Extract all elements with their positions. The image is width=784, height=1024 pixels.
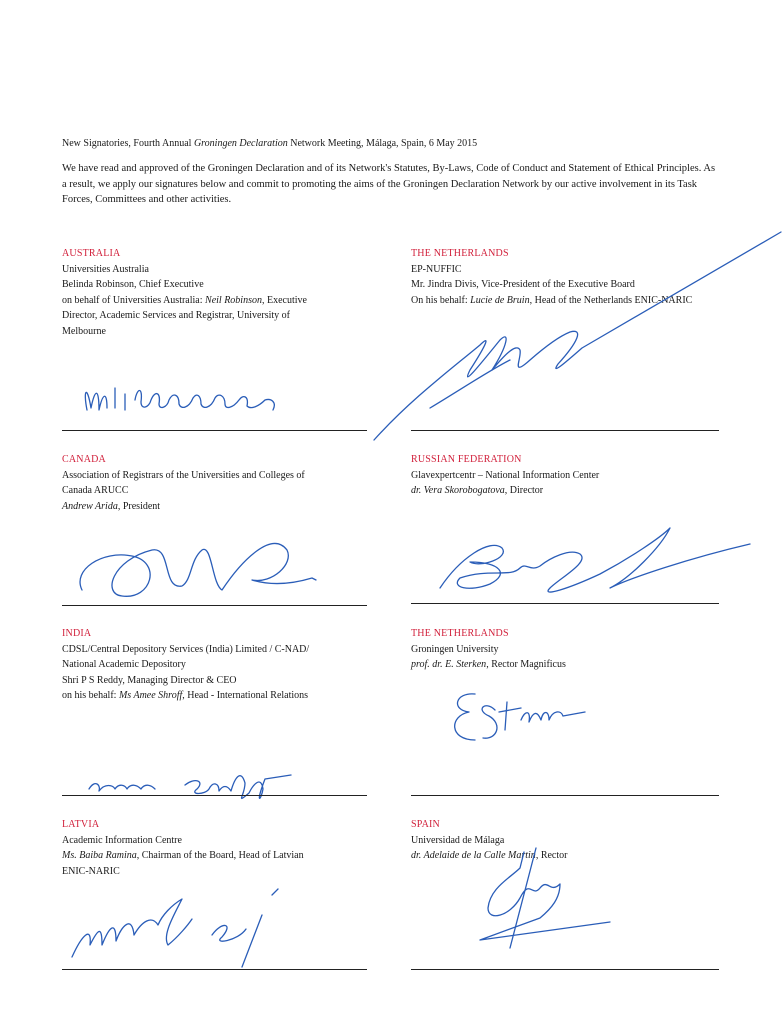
signer-title: , Director (504, 485, 544, 497)
organization: Groningen University (411, 643, 499, 655)
signature-line (411, 603, 719, 604)
organization: EP-NUFFIC (411, 263, 462, 275)
organization: Academic Information Centre (62, 834, 182, 846)
country-label: THE NETHERLANDS (411, 248, 509, 259)
behalf-suffix: , Head of the Netherlands ENIC-NARIC (529, 294, 693, 306)
country-label: SPAIN (411, 819, 440, 830)
behalf-suffix: , Executive (261, 294, 307, 306)
country-label: RUSSIAN FEDERATION (411, 454, 522, 465)
title-line: Melbourne (62, 325, 106, 337)
organization: Universidad de Málaga (411, 834, 505, 846)
heading-prefix: New Signatories, Fourth Annual (62, 138, 194, 149)
signer-name: Ms. Baiba Ramina (62, 850, 137, 862)
signature-line (411, 430, 719, 431)
behalf-line (62, 688, 382, 704)
signatory-russia (411, 452, 741, 499)
intro-paragraph: We have read and approved of the Groningen Declaration and of its Network's Statutes, By-Laws, Code of Conduct and Statement of Ethical Principles. As a result, we apply our signatures below and commit to promoting the aims of the Groningen Declaration Network by our active involvement in its Task Forces, Committees and other activities. (62, 163, 716, 206)
behalf-name: Ms Amee Shroff (118, 690, 183, 702)
heading-italic: Groningen Declaration (193, 138, 288, 149)
signature-canada (62, 520, 332, 610)
behalf-prefix: On his behalf: (411, 294, 471, 306)
behalf-prefix: on behalf of Universities Australia: (62, 294, 206, 306)
signature-line (62, 605, 367, 606)
signature-line (62, 969, 367, 970)
signature-netherlands-nuffic (370, 230, 782, 450)
signer-title: , Rector (535, 850, 568, 862)
signer-line (62, 848, 372, 864)
signature-line (62, 795, 367, 796)
signature-netherlands-groningen (445, 680, 605, 750)
signer-line (411, 483, 741, 499)
signer: Mr. Jindra Divis, Vice-President of the Executive Board (411, 279, 635, 291)
country-label: AUSTRALIA (62, 248, 121, 259)
signatory-netherlands-groningen (411, 626, 741, 673)
signer-title: , Rector Magnificus (486, 659, 566, 671)
signer-name: dr. Adelaide de la Calle Martin (411, 850, 536, 862)
behalf-line (62, 293, 362, 309)
country-label: LATVIA (62, 819, 100, 830)
organization: Universities Australia (62, 263, 149, 275)
signer-name: prof. dr. E. Sterken (411, 659, 487, 671)
heading-suffix: Network Meeting, Málaga, Spain, 6 May 2015 (287, 138, 478, 149)
signature-latvia (62, 885, 302, 970)
behalf-prefix: on his behalf: (62, 690, 119, 702)
organization: Glavexpertcentr – National Information Center (411, 469, 600, 481)
signature-line (411, 795, 719, 796)
signer: Belinda Robinson, Chief Executive (62, 279, 204, 291)
signatory-canada (62, 452, 372, 514)
signature-russia (430, 518, 770, 608)
signer-line (411, 657, 741, 673)
signature-india (85, 765, 305, 810)
signer-title: , President (117, 500, 161, 512)
signature-australia (75, 370, 295, 430)
organization: CDSL/Central Depository Services (India) Limited / C-NAD/ (62, 643, 310, 655)
signer: Shri P S Reddy, Managing Director & CEO (62, 674, 237, 686)
signer-title: , Chairman of the Board, Head of Latvian (136, 850, 304, 862)
country-label: INDIA (62, 628, 92, 639)
organization: Association of Registrars of the Universities and Colleges of (62, 469, 305, 481)
organization-cont: National Academic Depository (62, 659, 186, 671)
document-heading (62, 138, 477, 149)
title-line: ENIC-NARIC (62, 865, 120, 877)
signatory-latvia (62, 817, 372, 879)
signer-name: Andrew Arida (62, 500, 118, 512)
behalf-name: Lucie de Bruin (470, 294, 530, 306)
signature-spain (460, 838, 630, 958)
organization-cont: Canada ARUCC (62, 485, 129, 497)
signer-name: dr. Vera Skorobogatova (411, 485, 505, 497)
signatory-australia (62, 246, 362, 340)
signer-line (62, 499, 372, 515)
signature-line (411, 969, 719, 970)
signatory-india (62, 626, 382, 704)
title-line: Director, Academic Services and Registrar, University of (62, 310, 291, 322)
country-label: CANADA (62, 454, 106, 465)
behalf-suffix: , Head - International Relations (182, 690, 309, 702)
behalf-name: Neil Robinson (205, 294, 262, 306)
signature-line (62, 430, 367, 431)
country-label: THE NETHERLANDS (411, 628, 509, 639)
